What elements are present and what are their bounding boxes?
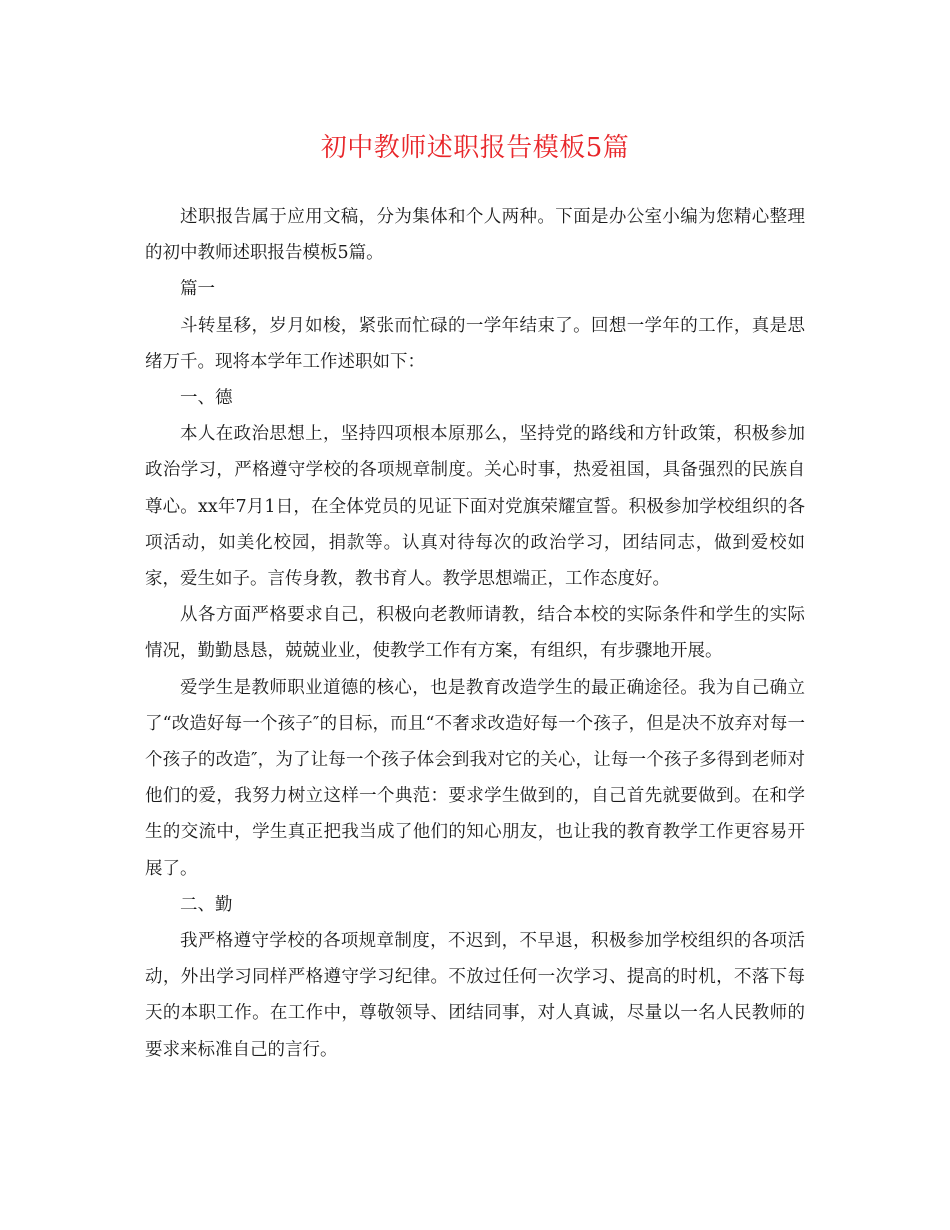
document-body: [145, 199, 805, 1068]
document-title: 初中教师述职报告模板5篇: [320, 133, 630, 163]
paragraph-section-heading-1: 篇一: [180, 279, 215, 300]
paragraph-politics: 本人在政治思想上，坚持四项根本原那么，坚持党的路线和方针政策，积极参加政治学习，严格遵守学校的各项规章制度。关心时事，热爱祖国，具备强烈的民族自尊心。xx年7月1日，在全体党员的见证下面对党旗荣耀宣誓。积极参加学校组织的各项活动，如美化校园，捐款等。认真对待每次的政治学习，团结同志，做到爱校如家，爱生如子。言传身教，教书育人。教学思想端正，工作态度好。: [145, 424, 805, 590]
paragraph-discipline: 我严格遵守学校的各项规章制度，不迟到，不早退，积极参加学校组织的各项活动，外出学习同样严格遵守学习纪律。不放过任何一次学习、提高的时机，不落下每天的本职工作。在工作中，尊敬领导、团结同事，对人真诚，尽量以一名人民教师的要求来标准自己的言行。: [145, 931, 805, 1060]
paragraph-heading-virtue: 一、德: [180, 388, 233, 409]
paragraph-intro: 述职报告属于应用文稿，分为集体和个人两种。下面是办公室小编为您精心整理的初中教师述职报告模板5篇。: [145, 207, 805, 264]
paragraph-opening: 斗转星移，岁月如梭，紧张而忙碌的一学年结束了。回想一学年的工作，真是思绪万千。现将本学年工作述职如下：: [145, 315, 805, 372]
paragraph-heading-diligence: 二、勤: [180, 894, 233, 915]
paragraph-love-students: 爱学生是教师职业道德的核心，也是教育改造学生的最正确途径。我为自己确立了“改造好每一个孩子″的目标，而且“不奢求改造好每一个孩子，但是决不放弃对每一个孩子的改造″，为了让每一个孩子体会到我对它的关心，让每一个孩子多得到老师对他们的爱，我努力树立这样一个典范：要求学生做到的，自己首先就要做到。在和学生的交流中，学生真正把我当成了他们的知心朋友，也让我的教育教学工作更容易开展了。: [145, 677, 805, 879]
paragraph-self-requirement: 从各方面严格要求自己，积极向老教师请教，结合本校的实际条件和学生的实际情况，勤勤恳恳，兢兢业业，使教学工作有方案，有组织，有步骤地开展。: [145, 605, 805, 662]
